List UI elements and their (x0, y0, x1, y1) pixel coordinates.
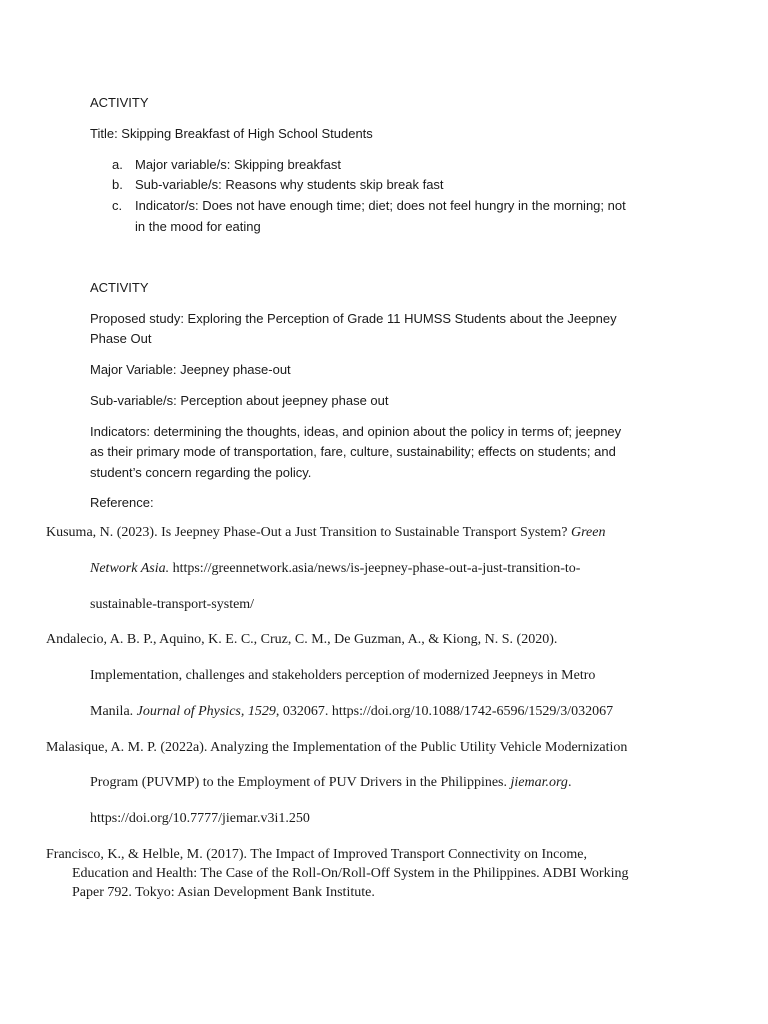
indicators: Indicators: determining the thoughts, ideas, and opinion about the policy in terms of; jeepney (90, 424, 622, 439)
reference-text: Implementation, challenges and stakeholders perception of modernized Jeepneys in Metro (90, 668, 596, 683)
reference-url: https://greennetwork.asia/news/is-jeepney-phase-out-a-just-transition-to- (169, 561, 581, 576)
proposed-study: Proposed study: Exploring the Perception of Grade 11 HUMSS Students about the Jeepney (90, 311, 617, 326)
reference-entry: Andalecio, A. B. P., Aquino, K. E. C., Cruz, C. M., De Guzman, A., & Kiong, N. S. (2020). (46, 632, 558, 647)
reference-text: Education and Health: The Case of the Roll-On/Roll-Off System in the Philippines. ADBI Working (72, 866, 629, 881)
reference-source: jiemar.org (510, 775, 568, 790)
list-item-text: Indicator/s: Does not have enough time; diet; does not feel hungry in the morning; not (135, 198, 626, 213)
reference-entry: Francisco, K., & Helble, M. (2017). The Impact of Improved Transport Connectivity on Income, (46, 847, 587, 862)
reference-url: https://doi.org/10.7777/jiemar.v3i1.250 (90, 811, 310, 826)
reference-source: Network Asia. (90, 561, 170, 576)
list-marker: c. (112, 198, 123, 213)
reference-entry (90, 561, 580, 577)
list-item-text: Sub-variable/s: Reasons why students skip break fast (135, 177, 444, 192)
reference-url: sustainable-transport-system/ (90, 597, 255, 612)
reference-text: Kusuma, N. (2023). Is Jeepney Phase-Out a Just Transition to Sustainable Transport System? (46, 525, 571, 540)
reference-entry: Malasique, A. M. P. (2022a). Analyzing the Implementation of the Public Utility Vehicle Modernization (46, 740, 628, 755)
list-item-text: Major variable/s: Skipping breakfast (135, 157, 341, 172)
list-marker: a. (112, 157, 123, 172)
indicators: as their primary mode of transportation, fare, culture, sustainability; effects on students; and (90, 444, 616, 459)
reference-entry (90, 704, 613, 720)
activity-title: Title: Skipping Breakfast of High School Students (90, 126, 373, 141)
reference-url: , 032067. https://doi.org/10.1088/1742-6596/1529/3/032067 (275, 704, 614, 719)
sub-variable: Sub-variable/s: Perception about jeepney phase out (90, 393, 389, 408)
reference-text: Manila. (90, 704, 137, 719)
reference-text: Paper 792. Tokyo: Asian Development Bank Institute. (72, 885, 375, 900)
reference-source: Journal of Physics, 1529 (136, 704, 276, 719)
reference-label: Reference: (90, 495, 154, 510)
indicators: student’s concern regarding the policy. (90, 465, 312, 480)
activity-heading: ACTIVITY (90, 95, 149, 110)
activity-heading: ACTIVITY (90, 280, 149, 295)
reference-entry (46, 525, 605, 541)
list-item-text: in the mood for eating (135, 219, 261, 234)
reference-source: Green (570, 525, 606, 540)
major-variable: Major Variable: Jeepney phase-out (90, 362, 291, 377)
reference-entry (90, 775, 571, 791)
proposed-study: Phase Out (90, 331, 152, 346)
list-marker: b. (112, 177, 123, 192)
reference-text: Program (PUVMP) to the Employment of PUV Drivers in the Philippines. (90, 775, 511, 790)
reference-text: . (567, 775, 572, 790)
